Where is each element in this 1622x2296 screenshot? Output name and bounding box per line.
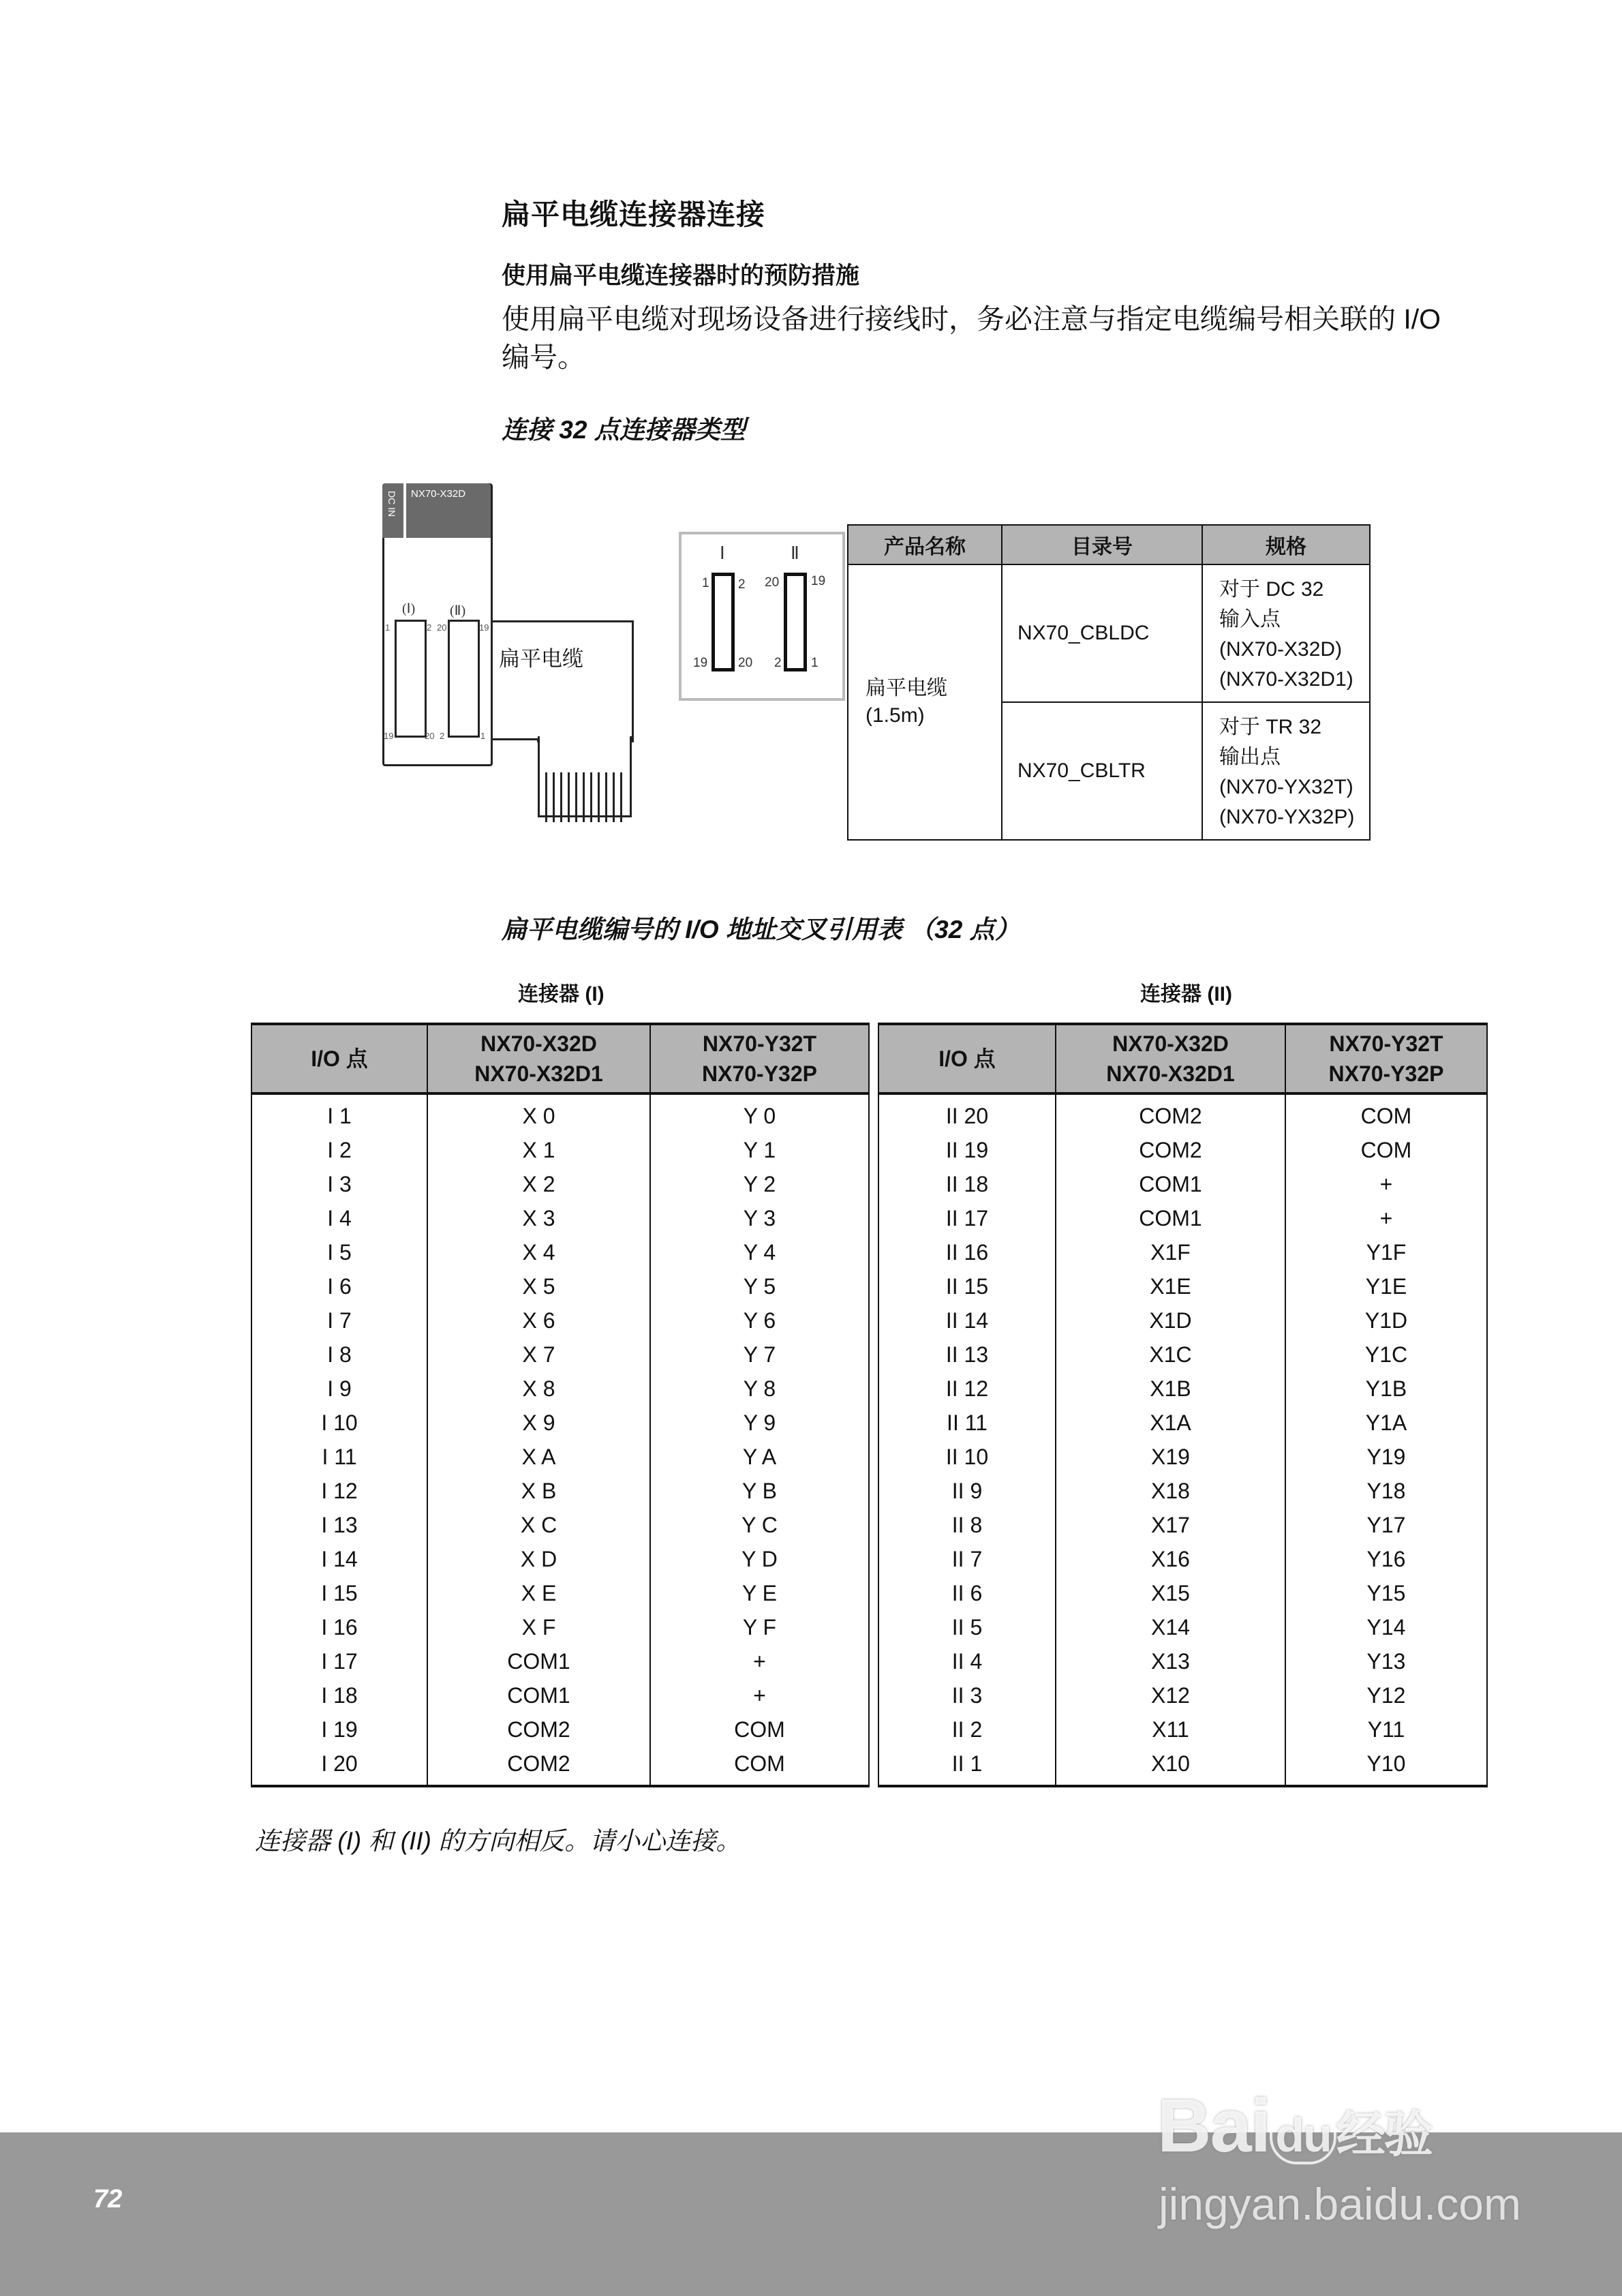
watermark-url: jingyan.baidu.com <box>1159 2179 1521 2229</box>
io-point-cell: II 12 <box>878 1372 1056 1406</box>
table-row <box>878 1269 1487 1303</box>
input-address-cell: COM2 <box>1056 1093 1285 1133</box>
product-name-cell <box>848 564 1002 840</box>
flat-cable-tail <box>538 736 632 817</box>
io-point-cell: I 7 <box>251 1303 427 1338</box>
connector-i <box>395 620 427 738</box>
input-address-cell: X15 <box>1056 1576 1285 1610</box>
io-point-cell: I 8 <box>251 1338 427 1372</box>
output-address-cell: + <box>1285 1201 1487 1235</box>
table-row <box>878 1303 1487 1338</box>
table-row <box>251 1235 869 1269</box>
input-address-cell: X D <box>427 1542 650 1576</box>
pin-label: 20 <box>738 656 753 670</box>
io-point-cell: II 3 <box>878 1678 1056 1712</box>
table-row <box>878 1406 1487 1440</box>
input-address-cell: X E <box>427 1576 650 1610</box>
watermark-logo <box>1157 2083 1432 2169</box>
product-length: (1.5m) <box>866 704 925 727</box>
input-address-cell: X16 <box>1056 1542 1285 1576</box>
header-input-models <box>427 1024 650 1093</box>
header-catalog-number: 目录号 <box>1002 525 1202 564</box>
section-subtitle: 使用扁平电缆连接器时的预防措施 <box>502 262 860 289</box>
connector-ii <box>448 620 480 738</box>
cable-wire <box>620 772 622 822</box>
table-row <box>848 564 1370 702</box>
table-row <box>251 1474 869 1508</box>
spec-line: (NX70-YX32T) <box>1219 776 1353 798</box>
table-row <box>878 1508 1487 1542</box>
table-row <box>878 1610 1487 1644</box>
pin-label: 19 <box>811 574 826 588</box>
table-row <box>251 1093 869 1133</box>
io-point-cell: I 16 <box>251 1610 427 1644</box>
input-address-cell: X1C <box>1056 1338 1285 1372</box>
output-address-cell: Y17 <box>1285 1508 1487 1542</box>
table-row <box>251 1508 869 1542</box>
spec-line: (NX70-YX32P) <box>1219 806 1355 828</box>
spec-line: 输入点 <box>1219 608 1281 631</box>
xref-title: 扁平电缆编号的 I/O 地址交叉引用表 （32 点） <box>502 916 1020 943</box>
output-address-cell: Y 0 <box>650 1093 869 1133</box>
pin-label: 2 <box>440 731 445 741</box>
input-address-cell: X 0 <box>427 1093 650 1133</box>
input-address-cell: X 5 <box>427 1269 650 1303</box>
table-row <box>251 1576 869 1610</box>
io-point-cell: II 7 <box>878 1542 1056 1576</box>
table-row <box>878 1474 1487 1508</box>
input-address-cell: X 7 <box>427 1338 650 1372</box>
output-address-cell: Y A <box>650 1440 869 1474</box>
header-model: NX70-X32D1 <box>474 1061 603 1086</box>
input-address-cell: X11 <box>1056 1712 1285 1747</box>
table-row <box>251 1133 869 1167</box>
io-point-cell: I 18 <box>251 1678 427 1712</box>
header-model: NX70-Y32T <box>702 1031 817 1056</box>
input-address-cell: X 8 <box>427 1372 650 1406</box>
table-row <box>251 1712 869 1747</box>
cable-wire <box>560 772 562 822</box>
cable-wire <box>568 772 570 822</box>
table-row <box>251 1440 869 1474</box>
page-title: 扁平电缆连接器连接 <box>502 198 766 230</box>
output-address-cell: Y 7 <box>650 1338 869 1372</box>
spec-line: 输出点 <box>1219 746 1281 768</box>
io-point-cell: I 13 <box>251 1508 427 1542</box>
header-product-name: 产品名称 <box>848 525 1002 564</box>
output-address-cell: Y F <box>650 1610 869 1644</box>
spec-cell <box>1202 702 1370 840</box>
input-address-cell: COM1 <box>1056 1167 1285 1201</box>
header-io-point: I/O 点 <box>251 1024 427 1093</box>
output-address-cell: Y 1 <box>650 1133 869 1167</box>
output-address-cell: Y C <box>650 1508 869 1542</box>
connector-direction-note: 连接器 (I) 和 (II) 的方向相反。请小心连接。 <box>255 1827 741 1855</box>
pin-label: 20 <box>425 731 435 741</box>
io-point-cell: I 17 <box>251 1644 427 1678</box>
output-address-cell: + <box>650 1678 869 1712</box>
output-address-cell: Y12 <box>1285 1678 1487 1712</box>
connector-i-label: (Ⅰ) <box>402 601 416 616</box>
io-point-cell: I 9 <box>251 1372 427 1406</box>
cable-label: 扁平电缆 <box>499 647 583 671</box>
spec-line: (NX70-X32D) <box>1219 638 1343 661</box>
header-model: NX70-X32D1 <box>1106 1061 1235 1086</box>
input-address-cell: X14 <box>1056 1610 1285 1644</box>
table-row <box>878 1372 1487 1406</box>
output-address-cell: Y1D <box>1285 1303 1487 1338</box>
input-address-cell: X18 <box>1056 1474 1285 1508</box>
io-table-connector-i <box>251 1023 870 1787</box>
module-side-label: DC IN <box>386 491 397 517</box>
pin-label: 19 <box>693 656 708 670</box>
table-row <box>878 1747 1487 1786</box>
cable-wire <box>605 772 607 822</box>
input-address-cell: X1B <box>1056 1372 1285 1406</box>
spec-line: 对于 DC 32 <box>1219 578 1324 601</box>
front-connector-i-label: Ⅰ <box>720 543 725 563</box>
pin-label: 1 <box>811 656 818 670</box>
catalog-number: NX70_CBLTR <box>1002 702 1202 840</box>
table-row <box>878 1235 1487 1269</box>
io-point-cell: II 13 <box>878 1338 1056 1372</box>
page-number: 72 <box>93 2185 123 2214</box>
input-address-cell: X 1 <box>427 1133 650 1167</box>
table-row <box>878 1201 1487 1235</box>
input-address-cell: COM2 <box>427 1747 650 1786</box>
pin-label: 2 <box>774 656 782 670</box>
input-address-cell: X1F <box>1056 1235 1285 1269</box>
table-row <box>878 1440 1487 1474</box>
output-address-cell: Y 4 <box>650 1235 869 1269</box>
output-address-cell: Y15 <box>1285 1576 1487 1610</box>
pin-label: 20 <box>765 575 780 590</box>
output-address-cell: Y 6 <box>650 1303 869 1338</box>
output-address-cell: Y1A <box>1285 1406 1487 1440</box>
io-point-cell: I 10 <box>251 1406 427 1440</box>
watermark-logo-text: Bai <box>1157 2084 1270 2168</box>
input-address-cell: X F <box>427 1610 650 1644</box>
io-table-connector-ii <box>878 1023 1488 1787</box>
cable-wire <box>553 772 555 822</box>
output-address-cell: COM <box>1285 1093 1487 1133</box>
io-point-cell: I 19 <box>251 1712 427 1747</box>
front-connector-i <box>711 573 735 671</box>
table-row <box>251 1201 869 1235</box>
input-address-cell: X12 <box>1056 1678 1285 1712</box>
input-address-cell: X 2 <box>427 1167 650 1201</box>
input-address-cell: COM1 <box>427 1644 650 1678</box>
product-table-header <box>848 525 1370 564</box>
io-point-cell: II 20 <box>878 1093 1056 1133</box>
table-row <box>251 1372 869 1406</box>
spec-cell <box>1202 564 1370 702</box>
io-point-cell: II 19 <box>878 1133 1056 1167</box>
table-row <box>251 1269 869 1303</box>
cable-cover <box>491 738 537 766</box>
input-address-cell: COM2 <box>427 1712 650 1747</box>
output-address-cell: Y 9 <box>650 1406 869 1440</box>
header-output-models <box>650 1024 869 1093</box>
table-row <box>251 1678 869 1712</box>
io-point-cell: II 17 <box>878 1201 1056 1235</box>
input-address-cell: X 3 <box>427 1201 650 1235</box>
io-point-cell: I 3 <box>251 1167 427 1201</box>
header-model: NX70-Y32P <box>1328 1061 1444 1086</box>
pin-label: 1 <box>702 576 709 590</box>
io-point-cell: II 14 <box>878 1303 1056 1338</box>
connector-i-title: 连接器 (I) <box>518 983 605 1006</box>
cable-wire <box>545 772 547 822</box>
module-name: NX70-X32D <box>411 488 466 500</box>
product-name: 扁平电缆 <box>866 677 947 699</box>
table-row <box>878 1133 1487 1167</box>
input-address-cell: X1A <box>1056 1406 1285 1440</box>
io-table-header <box>878 1024 1487 1093</box>
input-address-cell: X 6 <box>427 1303 650 1338</box>
cable-edge-line <box>489 738 540 740</box>
cable-wire <box>583 772 585 822</box>
output-address-cell: Y 5 <box>650 1269 869 1303</box>
watermark-logo-tail: du <box>1270 2106 1336 2164</box>
output-address-cell: Y16 <box>1285 1542 1487 1576</box>
input-address-cell: X19 <box>1056 1440 1285 1474</box>
output-address-cell: COM <box>650 1747 869 1786</box>
header-model: NX70-Y32T <box>1329 1031 1443 1056</box>
io-point-cell: II 9 <box>878 1474 1056 1508</box>
output-address-cell: COM <box>1285 1133 1487 1167</box>
header-io-point: I/O 点 <box>878 1024 1056 1093</box>
io-point-cell: II 8 <box>878 1508 1056 1542</box>
io-point-cell: II 18 <box>878 1167 1056 1201</box>
table-row <box>878 1644 1487 1678</box>
spec-line: 对于 TR 32 <box>1219 716 1322 738</box>
table-row <box>251 1610 869 1644</box>
connector-ii-label: (Ⅱ) <box>450 603 466 618</box>
io-point-cell: I 11 <box>251 1440 427 1474</box>
table-row <box>251 1338 869 1372</box>
output-address-cell: Y 8 <box>650 1372 869 1406</box>
io-point-cell: I 5 <box>251 1235 427 1269</box>
table-row <box>878 1093 1487 1133</box>
output-address-cell: Y B <box>650 1474 869 1508</box>
section-heading: 连接 32 点连接器类型 <box>502 416 746 444</box>
header-model: NX70-X32D <box>480 1031 597 1056</box>
io-point-cell: I 14 <box>251 1542 427 1576</box>
table-row <box>878 1167 1487 1201</box>
output-address-cell: Y1C <box>1285 1338 1487 1372</box>
cable-wire <box>613 772 615 822</box>
output-address-cell: Y19 <box>1285 1440 1487 1474</box>
output-address-cell: Y 2 <box>650 1167 869 1201</box>
input-address-cell: X 4 <box>427 1235 650 1269</box>
io-point-cell: II 2 <box>878 1712 1056 1747</box>
output-address-cell: Y E <box>650 1576 869 1610</box>
output-address-cell: Y1F <box>1285 1235 1487 1269</box>
io-point-cell: I 4 <box>251 1201 427 1235</box>
pin-label: 19 <box>384 731 394 741</box>
input-address-cell: X A <box>427 1440 650 1474</box>
module-header-divider <box>403 483 406 538</box>
io-point-cell: I 12 <box>251 1474 427 1508</box>
io-point-cell: II 1 <box>878 1747 1056 1786</box>
header-output-models <box>1285 1024 1487 1093</box>
table-row <box>878 1678 1487 1712</box>
io-point-cell: II 11 <box>878 1406 1056 1440</box>
pin-label: 19 <box>479 622 489 633</box>
input-address-cell: COM2 <box>1056 1133 1285 1167</box>
input-address-cell: X10 <box>1056 1747 1285 1786</box>
table-row <box>878 1542 1487 1576</box>
table-row <box>251 1644 869 1678</box>
table-row <box>878 1576 1487 1610</box>
output-address-cell: + <box>650 1644 869 1678</box>
output-address-cell: Y1E <box>1285 1269 1487 1303</box>
pin-label: 1 <box>480 731 486 741</box>
output-address-cell: Y D <box>650 1542 869 1576</box>
cable-wire <box>575 772 577 822</box>
output-address-cell: Y18 <box>1285 1474 1487 1508</box>
connector-front-view <box>679 532 845 701</box>
header-model: NX70-X32D <box>1112 1031 1229 1056</box>
io-point-cell: II 10 <box>878 1440 1056 1474</box>
input-address-cell: X B <box>427 1474 650 1508</box>
table-row <box>251 1406 869 1440</box>
output-address-cell: COM <box>650 1712 869 1747</box>
io-point-cell: I 20 <box>251 1747 427 1786</box>
pin-label: 2 <box>427 622 432 633</box>
intro-paragraph: 使用扁平电缆对现场设备进行接线时，务必注意与指定电缆编号相关联的 I/O 编号。 <box>502 303 1441 373</box>
io-point-cell: I 1 <box>251 1093 427 1133</box>
header-input-models <box>1056 1024 1285 1093</box>
table-row <box>251 1747 869 1786</box>
io-point-cell: II 6 <box>878 1576 1056 1610</box>
connector-ii-title: 连接器 (II) <box>1140 983 1232 1006</box>
input-address-cell: X17 <box>1056 1508 1285 1542</box>
input-address-cell: X1D <box>1056 1303 1285 1338</box>
io-point-cell: I 15 <box>251 1576 427 1610</box>
header-model: NX70-Y32P <box>702 1061 817 1086</box>
io-point-cell: II 16 <box>878 1235 1056 1269</box>
table-row <box>251 1542 869 1576</box>
output-address-cell: Y13 <box>1285 1644 1487 1678</box>
header-spec: 规格 <box>1202 525 1370 564</box>
output-address-cell: Y1B <box>1285 1372 1487 1406</box>
input-address-cell: COM1 <box>427 1678 650 1712</box>
output-address-cell: Y 3 <box>650 1201 869 1235</box>
spec-line: (NX70-X32D1) <box>1219 668 1353 691</box>
io-point-cell: I 2 <box>251 1133 427 1167</box>
watermark-logo-cn: 经验 <box>1336 2108 1432 2162</box>
output-address-cell: Y11 <box>1285 1712 1487 1747</box>
input-address-cell: X13 <box>1056 1644 1285 1678</box>
io-point-cell: I 6 <box>251 1269 427 1303</box>
input-address-cell: X C <box>427 1508 650 1542</box>
input-address-cell: X1E <box>1056 1269 1285 1303</box>
table-row <box>251 1167 869 1201</box>
table-row <box>251 1303 869 1338</box>
io-point-cell: II 15 <box>878 1269 1056 1303</box>
input-address-cell: COM1 <box>1056 1201 1285 1235</box>
front-connector-ii-label: Ⅱ <box>791 543 799 563</box>
pin-label: 1 <box>385 622 391 633</box>
output-address-cell: + <box>1285 1167 1487 1201</box>
pin-label: 2 <box>738 577 746 592</box>
io-point-cell: II 5 <box>878 1610 1056 1644</box>
io-table-header <box>251 1024 869 1093</box>
product-table <box>847 524 1371 841</box>
catalog-number: NX70_CBLDC <box>1002 564 1202 702</box>
output-address-cell: Y14 <box>1285 1610 1487 1644</box>
cable-wire <box>598 772 600 822</box>
cable-wire <box>590 772 592 822</box>
table-row <box>878 1338 1487 1372</box>
flat-cable-body <box>489 620 634 742</box>
input-address-cell: X 9 <box>427 1406 650 1440</box>
table-row <box>878 1712 1487 1747</box>
output-address-cell: Y10 <box>1285 1747 1487 1786</box>
pin-label: 20 <box>437 622 447 633</box>
front-connector-ii <box>784 573 807 671</box>
io-point-cell: II 4 <box>878 1644 1056 1678</box>
